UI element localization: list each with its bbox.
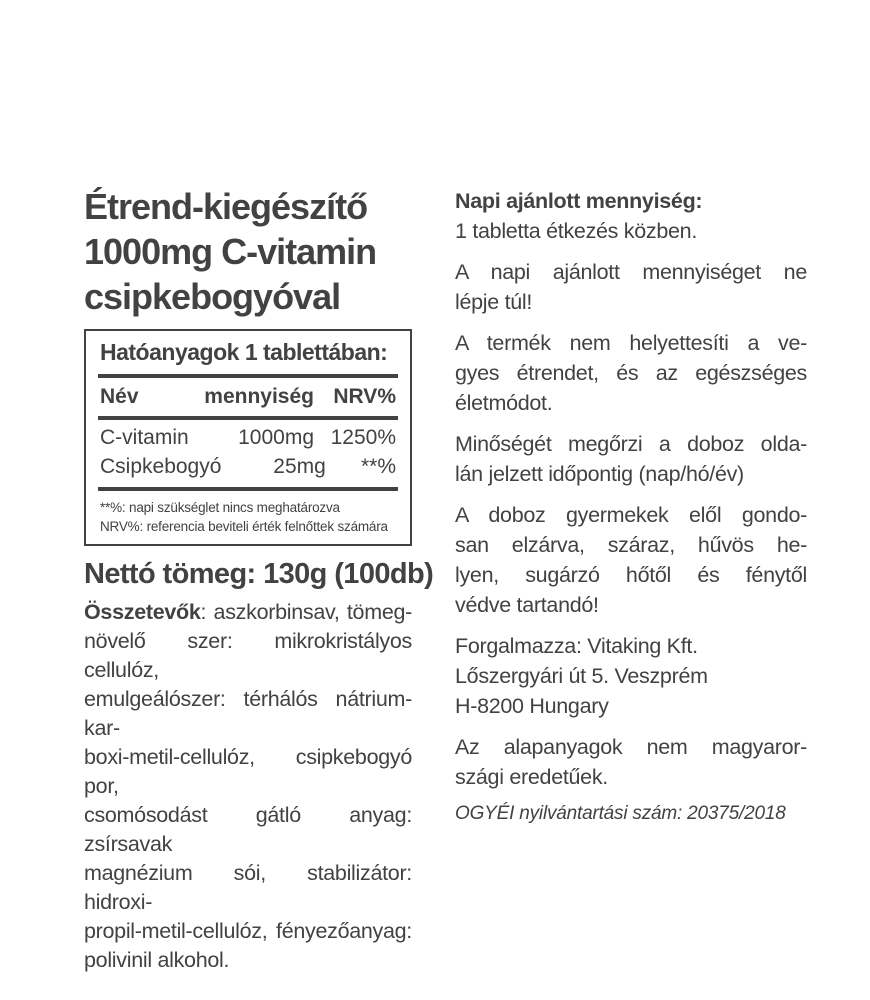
quality-note-line: lán jelzett időpontig (nap/hó/év)	[455, 462, 744, 486]
distributor-line: H-8200 Hungary	[455, 694, 609, 718]
ingredients-line: emulgeálószer: térhálós nátrium-kar-	[84, 687, 412, 740]
diet-note-paragraph	[455, 328, 807, 418]
column-header-amount: mennyiség	[204, 385, 314, 408]
origin-paragraph	[455, 732, 807, 792]
distributor-line: Lőszergyári út 5. Veszprém	[455, 664, 708, 688]
title-line: 1000mg C-vitamin	[84, 231, 377, 272]
ingredients-line: növelő szer: mikrokristályos cellulóz,	[84, 629, 412, 682]
title-line: Étrend-kiegészítő	[84, 186, 368, 227]
storage-note-line: védve tartandó!	[455, 593, 599, 617]
ingredients-line: csomósodást gátló anyag: zsírsavak	[84, 803, 412, 856]
ingredients-label: Összetevők	[84, 600, 201, 624]
dosage-heading: Napi ajánlott mennyiség:	[455, 189, 703, 213]
ingredients-line: boxi-metil-cellulóz, csipkebogyó por,	[84, 745, 412, 798]
ingredient-amount: 25mg	[273, 455, 326, 478]
quality-note-line: Minőségét megőrzi a doboz olda-	[455, 432, 807, 456]
right-column	[455, 186, 807, 825]
dosage-paragraph	[455, 186, 807, 246]
page-title	[84, 184, 412, 319]
registration-number-text: OGYÉI nyilvántartási szám: 20375/2018	[455, 803, 786, 824]
warning-line: A napi ajánlott mennyiséget ne	[455, 260, 807, 284]
storage-note-line: A doboz gyermekek elől gondo-	[455, 503, 807, 527]
ingredient-nrv: 1250%	[330, 426, 396, 449]
diet-note-line: életmódot.	[455, 391, 553, 415]
ingredients-line: magnézium sói, stabilizátor: hidroxi-	[84, 861, 412, 914]
ingredients-paragraph	[84, 598, 412, 975]
distributor-line: Forgalmazza: Vitaking Kft.	[455, 634, 698, 658]
origin-line: Az alapanyagok nem magyaror-	[455, 735, 807, 759]
ingredient-amount: 1000mg	[238, 426, 314, 449]
origin-line: szági eredetűek.	[455, 765, 608, 789]
column-header-nrv: NRV%	[333, 385, 396, 408]
dosage-text: 1 tabletta étkezés közben.	[455, 219, 698, 243]
net-weight-text: Nettó tömeg: 130g (100db)	[84, 558, 434, 590]
table-row	[100, 426, 396, 450]
table-body	[98, 420, 398, 487]
ingredient-nrv: **%	[360, 455, 396, 478]
quality-note-paragraph	[455, 429, 807, 489]
table-footnote: NRV%: referencia beviteli érték felnőttek számára	[100, 519, 388, 534]
left-column	[84, 184, 434, 975]
table-footnotes	[98, 491, 398, 539]
active-ingredients-table	[84, 329, 412, 546]
table-row	[100, 455, 396, 479]
table-header-row	[98, 378, 398, 416]
warning-paragraph	[455, 257, 807, 317]
ingredients-line: polivinil alkohol.	[84, 948, 230, 972]
table-footnote: **%: napi szükséglet nincs meghatározva	[100, 500, 340, 515]
table-title: Hatóanyagok 1 tablettában:	[100, 339, 388, 365]
title-line: csipkebogyóval	[84, 276, 341, 317]
ingredients-line: Összetevők: aszkorbinsav, tömeg-	[84, 600, 412, 624]
diet-note-line: A termék nem helyettesíti a ve-	[455, 331, 807, 355]
storage-note-line: lyen, sugárzó hőtől és fénytől	[455, 563, 807, 587]
warning-line: lépje túl!	[455, 290, 533, 314]
storage-note-line: san elzárva, száraz, hűvös he-	[455, 533, 807, 557]
ingredients-line: propil-metil-cellulóz, fényezőanyag:	[84, 919, 412, 943]
ingredient-name: C-vitamin	[100, 426, 189, 449]
column-header-name: Név	[100, 385, 139, 408]
diet-note-line: gyes étrendet, és az egészséges	[455, 361, 807, 385]
distributor-paragraph	[455, 631, 807, 721]
storage-note-paragraph	[455, 500, 807, 620]
ingredient-name: Csipkebogyó	[100, 455, 222, 478]
